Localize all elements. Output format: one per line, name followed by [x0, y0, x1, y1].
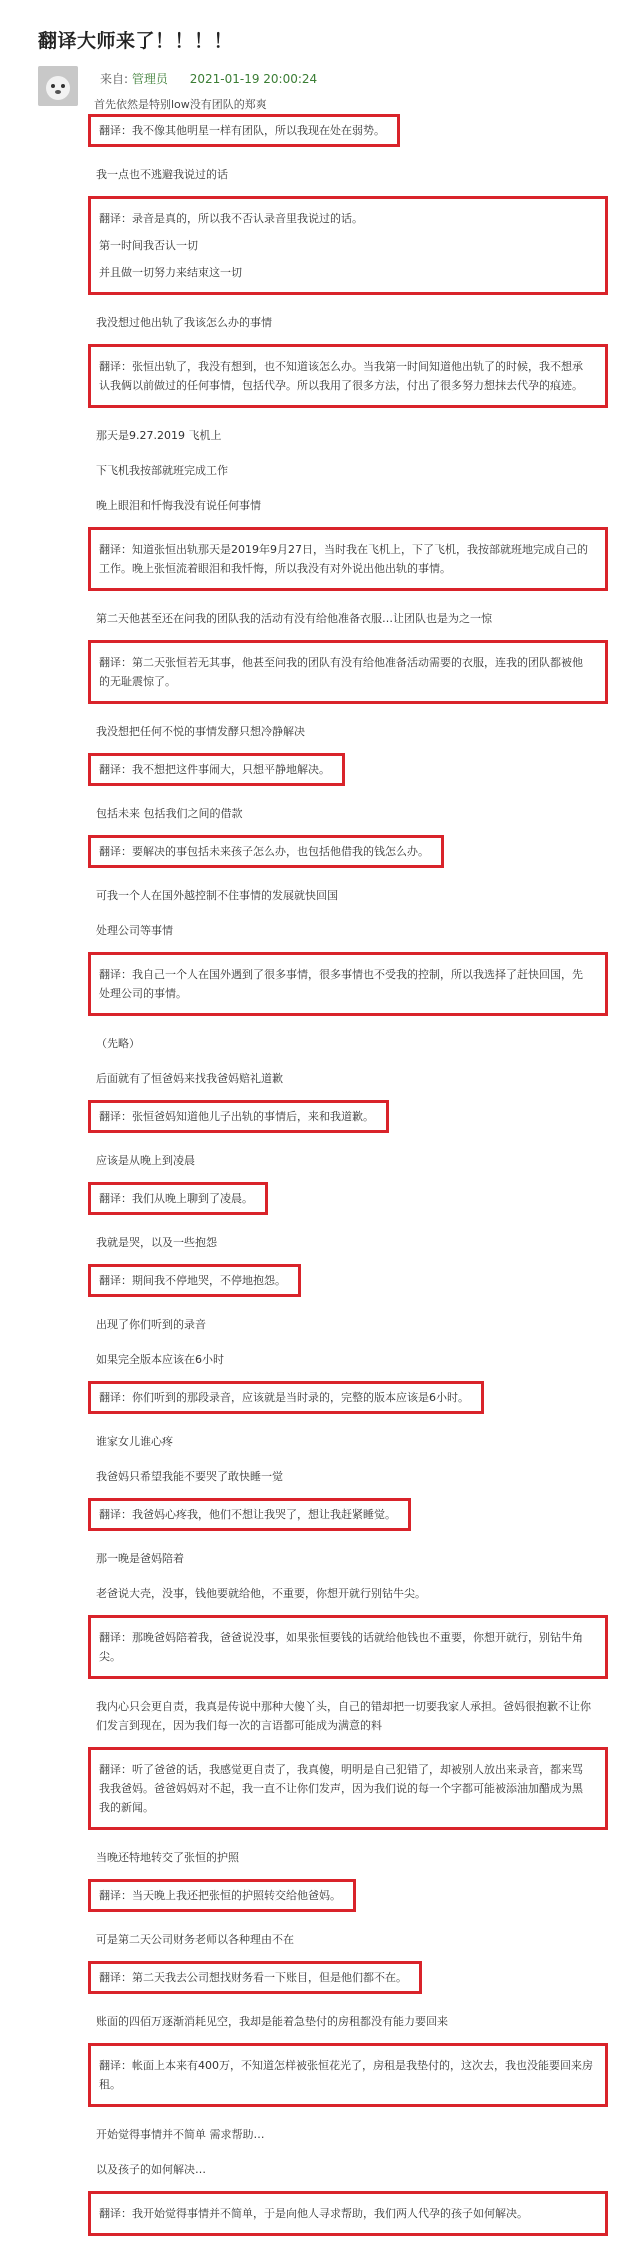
original-quote: 我没想把任何不悦的事情发酵只想冷静解决: [96, 725, 305, 738]
original-quote: 应该是从晚上到凌晨: [96, 1154, 195, 1167]
translation-box-wrapper: [88, 952, 608, 1016]
translation-box: [88, 1498, 411, 1531]
translation-text: 翻译：当天晚上我还把张恒的护照转交给他爸妈。: [99, 1889, 341, 1902]
translation-text: 翻译：我不像其他明星一样有团队，所以我现在处在弱势。: [99, 124, 385, 137]
post-meta: [100, 70, 317, 87]
translation-box-wrapper: [88, 2191, 608, 2236]
translation-text: 翻译：张恒爸妈知道他儿子出轨的事情后，来和我道歉。: [99, 1110, 374, 1123]
translation-box: [88, 1615, 608, 1679]
translation-text: 翻译：我开始觉得事情并不简单，于是向他人寻求帮助，我们两人代孕的孩子如何解决。: [99, 2207, 528, 2220]
translation-text: 翻译：听了爸爸的话，我感觉更自责了，我真傻，明明是自己犯错了，却被别人放出来录音，都来骂我我爸妈。爸爸妈妈对不起，我一直不让你们发声，因为我们说的每一个字都可能被添油加醋成为黑我的新闻。: [99, 1763, 583, 1814]
translation-text: 翻译：第二天我去公司想找财务看一下账目，但是他们都不在。: [99, 1971, 407, 1984]
translation-box: [88, 1182, 268, 1215]
translation-box: [88, 2043, 608, 2107]
translation-box: [88, 1100, 389, 1133]
translation-text: 翻译：我们从晚上聊到了凌晨。: [99, 1192, 253, 1205]
translation-box: [88, 835, 444, 868]
post-intro: 首先依然是特别low没有团队的郑爽: [94, 98, 267, 111]
original-quote: 老爸说大壳，没事，钱他要就给他，不重要，你想开就行别钻牛尖。: [96, 1587, 426, 1600]
translation-box: [88, 753, 345, 786]
translation-text: 翻译：录音是真的，所以我不否认录音里我说过的话。: [99, 212, 363, 225]
original-quote: 以及孩子的如何解决…: [96, 2163, 206, 2176]
original-quote: 如果完全版本应该在6小时: [96, 1353, 224, 1366]
avatar-icon: [38, 66, 78, 106]
original-quote: 我没想过他出轨了我该怎么办的事情: [96, 316, 272, 329]
original-quote: 那一晚是爸妈陪着: [96, 1552, 184, 1565]
original-quote: 那天是9.27.2019 飞机上: [96, 429, 222, 442]
translation-box: [88, 114, 400, 147]
original-quote: 晚上眼泪和忏悔我没有说任何事情: [96, 499, 261, 512]
from-label: 来自:: [100, 72, 129, 86]
translation-box: [88, 2191, 608, 2236]
translation-box-wrapper: [88, 196, 608, 295]
translation-text: 翻译：你们听到的那段录音，应该就是当时录的，完整的版本应该是6小时。: [99, 1391, 469, 1404]
original-quote: 谁家女儿谁心疼: [96, 1435, 173, 1448]
translation-box-wrapper: [88, 1957, 608, 2004]
translation-text: 翻译：第二天张恒若无其事，他甚至问我的团队有没有给他准备活动需要的衣服，连我的团队都被他的无耻震惊了。: [99, 656, 583, 688]
original-quote: 我就是哭，以及一些抱怨: [96, 1236, 217, 1249]
author-link[interactable]: 管理员: [131, 72, 168, 86]
original-quote: 当晚还特地转交了张恒的护照: [96, 1851, 239, 1864]
translation-box-wrapper: [88, 2043, 608, 2107]
original-quote: 我内心只会更自责，我真是传说中那种大傻丫头，自己的错却把一切要我家人承担。爸妈很抱歉不让你们发言到现在，因为我们每一次的言语都可能成为满意的料: [96, 1700, 591, 1732]
translation-text: 翻译：要解决的事包括未来孩子怎么办，也包括他借我的钱怎么办。: [99, 845, 429, 858]
translation-text: 并且做一切努力来结束这一切: [99, 266, 242, 279]
translation-text: 翻译：我自己一个人在国外遇到了很多事情，很多事情也不受我的控制，所以我选择了赶快回国，先处理公司的事情。: [99, 968, 583, 1000]
translation-text: 第一时间我否认一切: [99, 239, 198, 252]
translation-box-wrapper: [88, 831, 608, 878]
translation-box: [88, 1961, 422, 1994]
post-header: [0, 0, 641, 110]
original-quote: 账面的四佰万逐渐消耗见空，我却是能着急垫付的房租都没有能力要回来: [96, 2015, 448, 2028]
translation-text: 翻译：那晚爸妈陪着我，爸爸说没事，如果张恒要钱的话就给他钱也不重要，你想开就行，别钻牛角尖。: [99, 1631, 583, 1663]
translation-box-wrapper: [88, 640, 608, 704]
original-quote: 开始觉得事情并不简单 需求帮助…: [96, 2128, 265, 2141]
translation-box-wrapper: [88, 1494, 608, 1541]
translation-box-wrapper: [88, 1747, 608, 1830]
translation-box-wrapper: [88, 1615, 608, 1679]
translation-box: [88, 1747, 608, 1830]
original-quote: 包括未来 包括我们之间的借款: [96, 807, 243, 820]
post-title: 翻译大师来了！！！！: [38, 30, 234, 52]
translation-box: [88, 1264, 301, 1297]
original-quote: 出现了你们听到的录音: [96, 1318, 206, 1331]
translation-box: [88, 1381, 484, 1414]
translation-box: [88, 952, 608, 1016]
translation-text: 翻译：知道张恒出轨那天是2019年9月27日，当时我在飞机上，下了飞机，我按部就班地完成自己的工作。晚上张恒流着眼泪和我忏悔，所以我没有对外说出他出轨的事情。: [99, 543, 588, 575]
original-quote: 可是第二天公司财务老师以各种理由不在: [96, 1933, 294, 1946]
translation-box: [88, 196, 608, 295]
translation-box-wrapper: [88, 1377, 608, 1424]
original-quote: 第二天他甚至还在问我的团队我的活动有没有给他准备衣服…让团队也是为之一惊: [96, 612, 492, 625]
original-quote: 下飞机我按部就班完成工作: [96, 464, 228, 477]
original-quote: 后面就有了恒爸妈来找我爸妈赔礼道歉: [96, 1072, 283, 1085]
original-quote: 我一点也不逃避我说过的话: [96, 168, 228, 181]
translation-box: [88, 527, 608, 591]
translation-box-wrapper: [88, 344, 608, 408]
translation-box: [88, 1879, 356, 1912]
translation-box-wrapper: [88, 110, 608, 157]
translation-box-wrapper: [88, 1096, 608, 1143]
translation-box-wrapper: [88, 1260, 608, 1307]
translation-text: 翻译：期间我不停地哭，不停地抱怨。: [99, 1274, 286, 1287]
translation-text: 翻译：帐面上本来有400万，不知道怎样被张恒花光了，房租是我垫付的，这次去，我也没能要回来房租。: [99, 2059, 593, 2091]
translation-text: 翻译：我不想把这件事闹大，只想平静地解决。: [99, 763, 330, 776]
translation-text: 翻译：我爸妈心疼我，他们不想让我哭了，想让我赶紧睡觉。: [99, 1508, 396, 1521]
translation-box: [88, 344, 608, 408]
original-quote: 我爸妈只希望我能不要哭了敢快睡一觉: [96, 1470, 283, 1483]
post-body: [0, 110, 641, 2246]
translation-text: 翻译：张恒出轨了，我没有想到，也不知道该怎么办。当我第一时间知道他出轨了的时候，我不想承认我俩以前做过的任何事情，包括代孕。所以我用了很多方法，付出了很多努力想抹去代孕的痕迹。: [99, 360, 583, 392]
translation-box-wrapper: [88, 1875, 608, 1922]
translation-box-wrapper: [88, 527, 608, 591]
translation-box-wrapper: [88, 749, 608, 796]
translation-box-wrapper: [88, 1178, 608, 1225]
author-avatar[interactable]: [38, 66, 78, 106]
original-quote: 可我一个人在国外越控制不住事情的发展就快回国: [96, 889, 338, 902]
post-date: 2021-01-19 20:00:24: [189, 72, 318, 86]
translation-box: [88, 640, 608, 704]
original-quote: 处理公司等事情: [96, 924, 173, 937]
original-quote: （先略）: [96, 1037, 140, 1050]
